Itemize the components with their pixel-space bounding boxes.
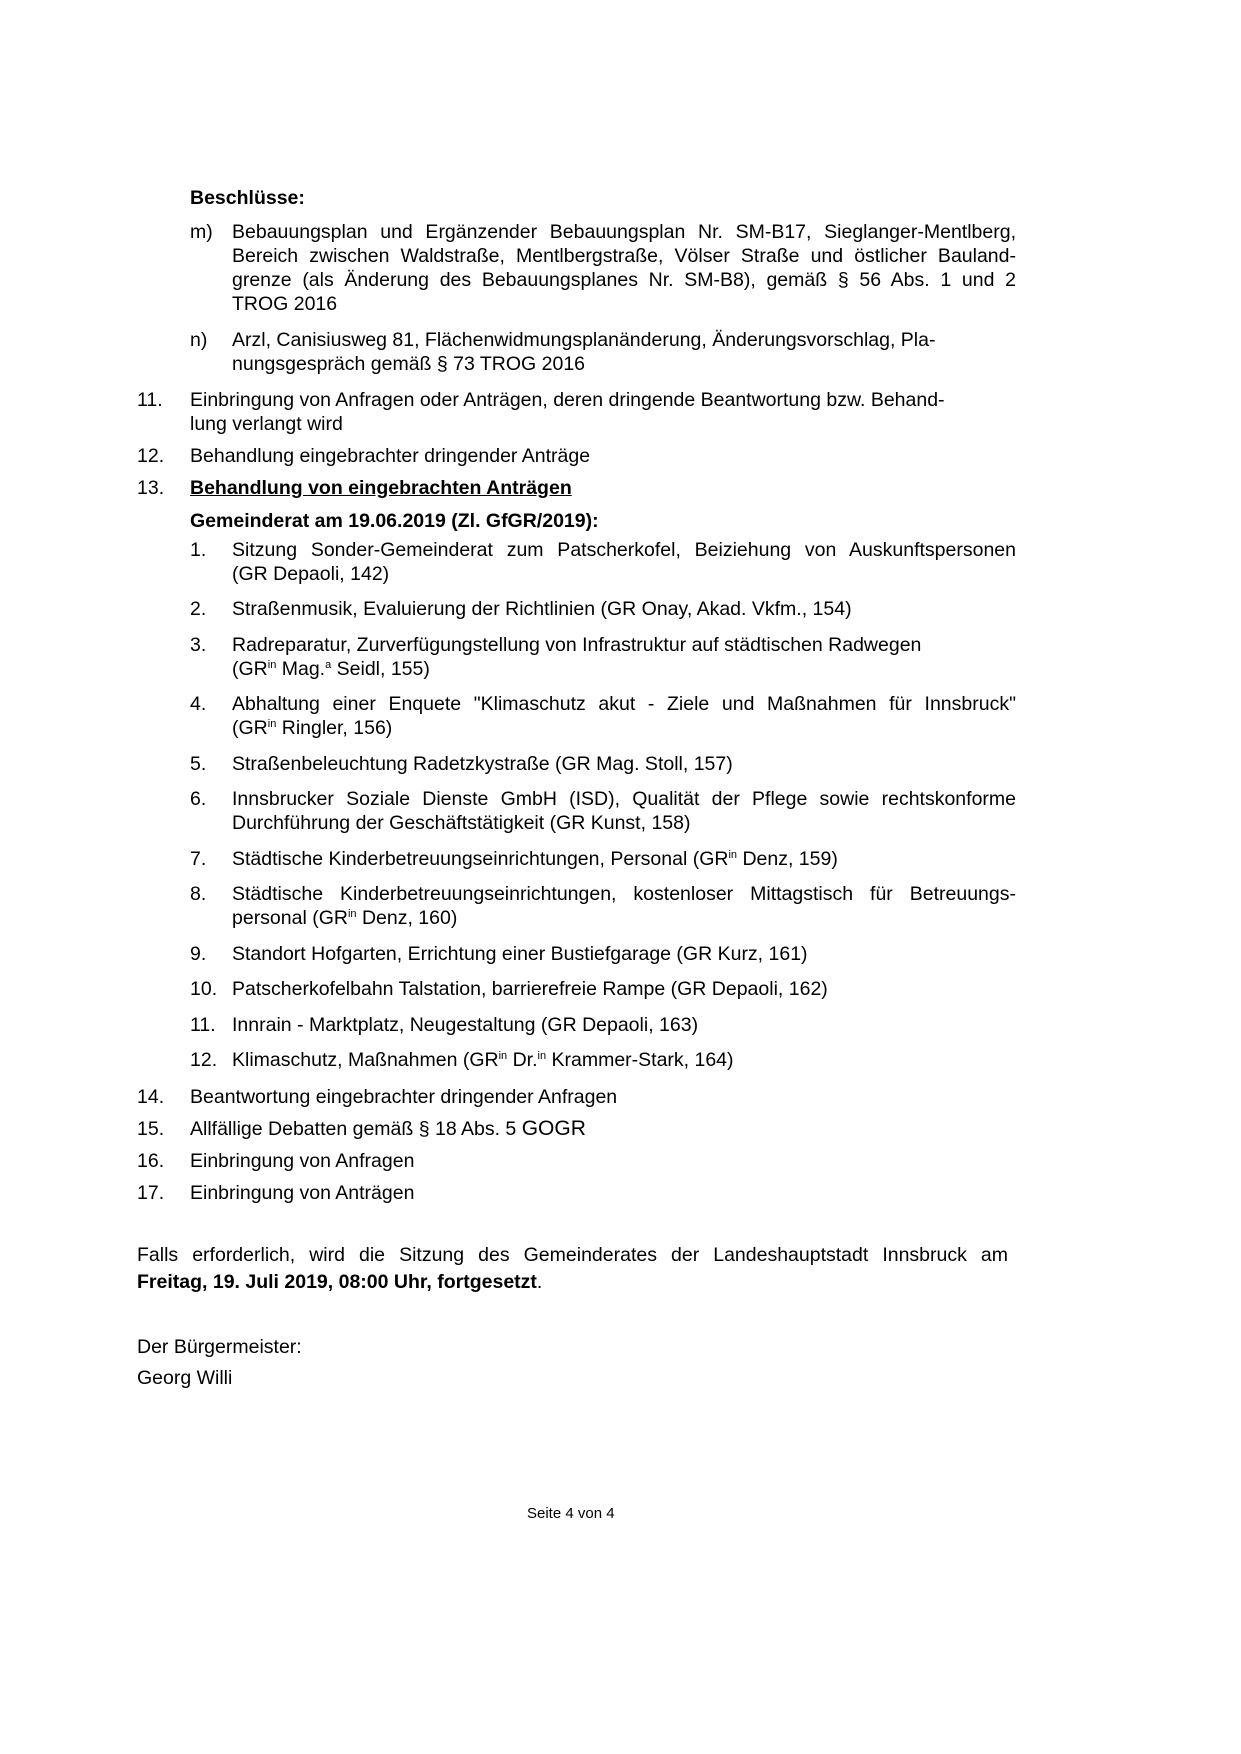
antrag-3-line-2: ($GR^{in}$ Mag.$^a$ Seidl, 155) xyxy=(232,658,430,680)
agenda-number-17: 17. xyxy=(137,1182,165,1204)
antrag-number-8: 8. xyxy=(190,883,207,905)
signature-role: Der Bürgermeister: xyxy=(137,1336,302,1358)
antrag-3-line-1: Radreparatur, Zurverfügungstellung von Infrastruktur auf städtischen Radwegen xyxy=(232,634,922,656)
antrag-8-line-2: personal ($GR^{in}$ Denz, 160) xyxy=(232,907,458,929)
antrag-number-6: 6. xyxy=(190,788,207,810)
antrag-5: Straßenbeleuchtung Radetzkystraße (GR Mag. Stoll, 157) xyxy=(232,753,733,775)
antrag-number-12: 12. xyxy=(190,1049,218,1071)
antrag-11: Innrain - Marktplatz, Neugestaltung (GR Depaoli, 163) xyxy=(232,1014,699,1036)
antrag-number-10: 10. xyxy=(190,978,218,1000)
antrag-9: Standort Hofgarten, Errichtung einer Bustiefgarage (GR Kurz, 161) xyxy=(232,943,808,965)
beschluss-m-line-3: grenze (als Änderung des Bebauungsplanes Nr. SM-B8), gemäß § 56 Abs. 1 und 2 xyxy=(232,269,1016,291)
antrag-number-9: 9. xyxy=(190,943,207,965)
agenda-number-14: 14. xyxy=(137,1086,165,1108)
beschluss-marker-m: m) xyxy=(190,221,213,243)
agenda-item-15: Allfällige Debatten gemäß § 18 Abs. 5 GOGR xyxy=(190,1117,586,1140)
agenda-item-13: Behandlung von eingebrachten Anträgen xyxy=(190,477,572,499)
antrag-number-3: 3. xyxy=(190,634,207,656)
continuation-line-2: Freitag, 19. Juli 2019, 08:00 Uhr, fortgesetzt. xyxy=(137,1271,543,1293)
agenda-item-11-line-1: Einbringung von Anfragen oder Anträgen, deren dringende Beantwortung bzw. Behand- xyxy=(190,389,945,411)
agenda-item-16: Einbringung von Anfragen xyxy=(190,1150,415,1172)
antrag-12: Klimaschutz, Maßnahmen ($GR^{in}$ Dr.$^{in}$ Krammer-Stark, 164) xyxy=(232,1049,734,1071)
antrag-number-5: 5. xyxy=(190,753,207,775)
beschluss-m-line-4: TROG 2016 xyxy=(232,293,338,315)
antraege-heading: Gemeinderat am 19.06.2019 (Zl. GfGR/2019): xyxy=(190,510,599,532)
agenda-number-15: 15. xyxy=(137,1118,165,1140)
page-footer: Seite 4 von 4 xyxy=(527,1505,615,1522)
beschluesse-heading: Beschlüsse: xyxy=(190,187,305,209)
antrag-number-4: 4. xyxy=(190,693,207,715)
agenda-number-12: 12. xyxy=(137,445,165,467)
continuation-line-1: Falls erforderlich, wird die Sitzung des Gemeinderates der Landeshauptstadt Innsbruck am xyxy=(137,1244,1008,1266)
beschluss-n-line-2: nungsgespräch gemäß § 73 TROG 2016 xyxy=(232,353,586,375)
signature-name: Georg Willi xyxy=(137,1367,233,1389)
agenda-item-12: Behandlung eingebrachter dringender Anträge xyxy=(190,445,591,467)
antrag-number-7: 7. xyxy=(190,848,207,870)
agenda-number-16: 16. xyxy=(137,1150,165,1172)
beschluss-m-line-1: Bebauungsplan und Ergänzender Bebauungsplan Nr. SM-B17, Sieglanger-Mentlberg, xyxy=(232,221,1016,243)
beschluss-m-line-2: Bereich zwischen Waldstraße, Mentlbergstraße, Völser Straße und östlicher Bauland- xyxy=(232,245,1016,267)
agenda-item-17: Einbringung von Anträgen xyxy=(190,1182,415,1204)
antrag-1-line-1: Sitzung Sonder-Gemeinderat zum Patscherkofel, Beiziehung von Auskunftspersonen xyxy=(232,539,1016,561)
beschluss-n-line-1: Arzl, Canisiusweg 81, Flächenwidmungsplanänderung, Änderungsvorschlag, Pla- xyxy=(232,329,936,351)
antrag-8-line-1: Städtische Kinderbetreuungseinrichtungen, kostenloser Mittagstisch für Betreuungs- xyxy=(232,883,1016,905)
antrag-7: Städtische Kinderbetreuungseinrichtungen, Personal ($GR^{in}$ Denz, 159) xyxy=(232,848,838,870)
antrag-4-line-1: Abhaltung einer Enquete "Klimaschutz akut - Ziele und Maßnahmen für Innsbruck" xyxy=(232,693,1016,715)
antrag-number-11: 11. xyxy=(190,1014,216,1036)
agenda-number-13: 13. xyxy=(137,477,165,499)
agenda-number-11: 11. xyxy=(137,389,163,411)
agenda-item-14: Beantwortung eingebrachter dringender Anfragen xyxy=(190,1086,618,1108)
antrag-6-line-2: Durchführung der Geschäftstätigkeit (GR Kunst, 158) xyxy=(232,812,691,834)
antrag-2: Straßenmusik, Evaluierung der Richtlinien (GR Onay, Akad. Vkfm., 154) xyxy=(232,598,852,620)
antrag-number-2: 2. xyxy=(190,598,207,620)
antrag-4-line-2: ($GR^{in}$ Ringler, 156) xyxy=(232,717,393,739)
antrag-10: Patscherkofelbahn Talstation, barrierefreie Rampe (GR Depaoli, 162) xyxy=(232,978,828,1000)
antrag-1-line-2: (GR Depaoli, 142) xyxy=(232,563,390,585)
antrag-6-line-1: Innsbrucker Soziale Dienste GmbH (ISD), Qualität der Pflege sowie rechtskonforme xyxy=(232,788,1016,810)
antrag-number-1: 1. xyxy=(190,539,207,561)
agenda-item-11-line-2: lung verlangt wird xyxy=(190,413,343,435)
beschluss-marker-n: n) xyxy=(190,329,208,351)
